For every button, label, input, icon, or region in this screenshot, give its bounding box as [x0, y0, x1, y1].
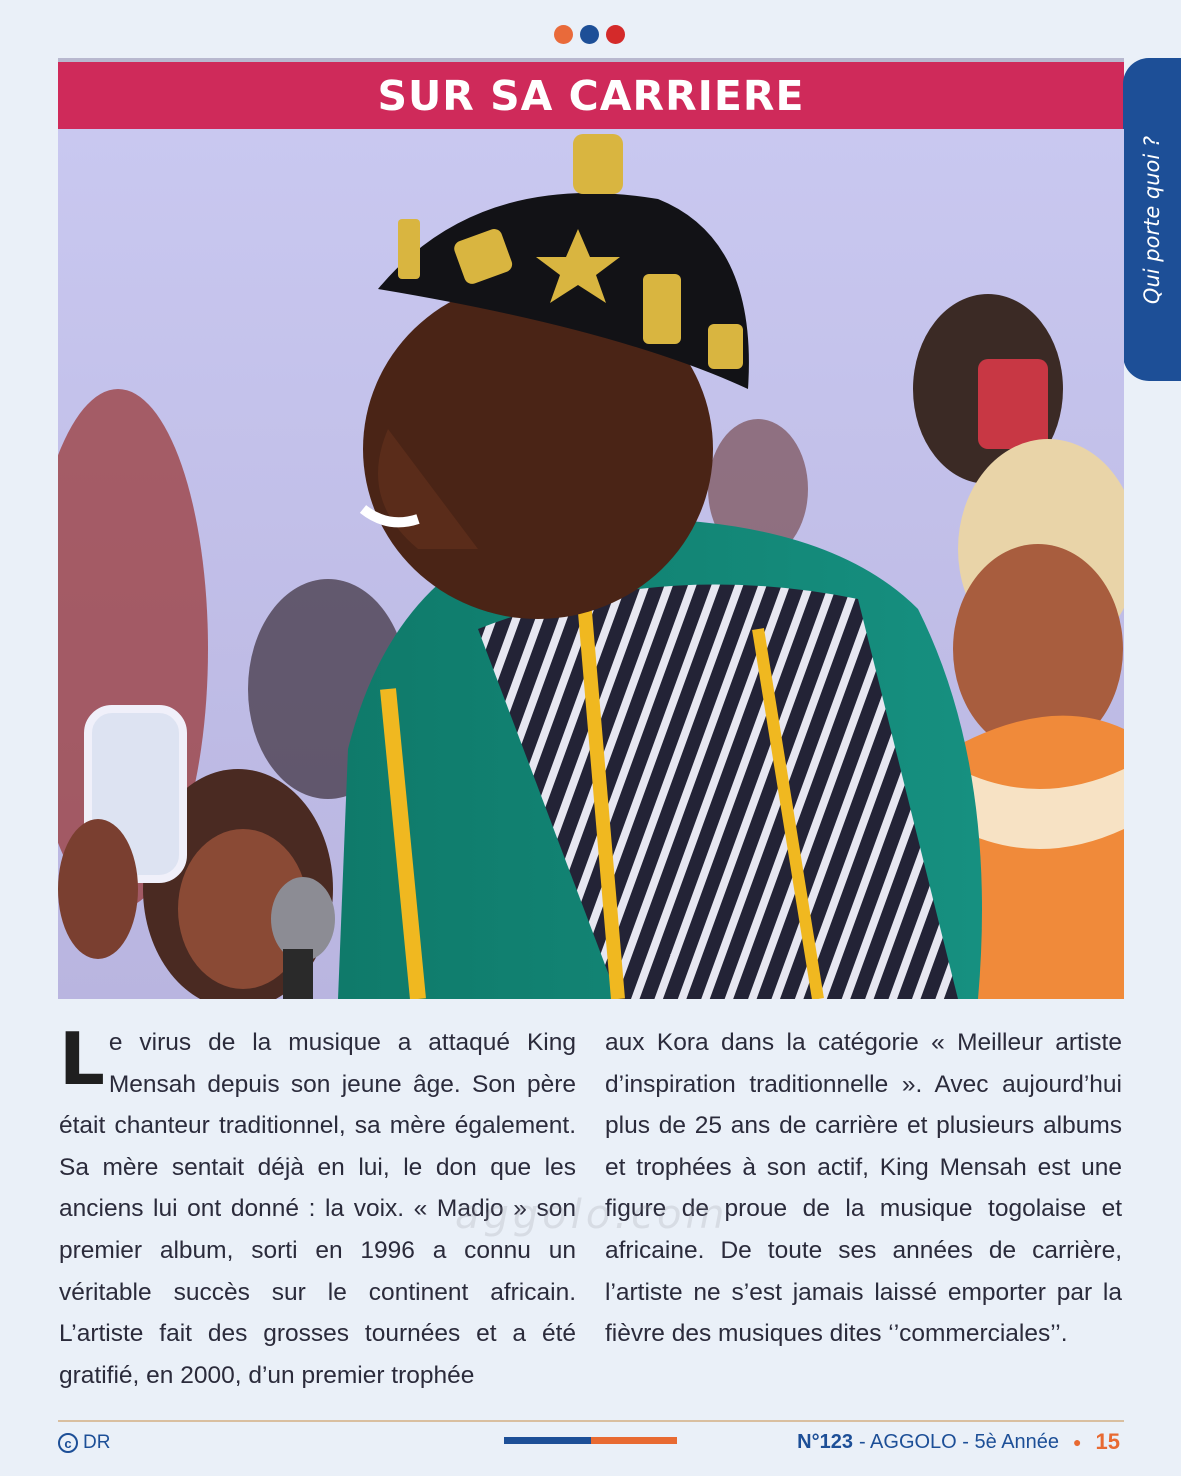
dot-orange — [554, 25, 573, 44]
footer-bar-blue — [504, 1437, 591, 1444]
dot-red — [606, 25, 625, 44]
dot-blue — [580, 25, 599, 44]
header-dots — [554, 25, 625, 44]
section-title: SUR SA CARRIERE — [377, 71, 805, 120]
side-tab-label: Qui porte quoi ? — [1140, 135, 1164, 304]
dropcap: L — [59, 1017, 105, 1101]
side-tab[interactable] — [1123, 58, 1181, 381]
photo-credit-label: DR — [83, 1432, 111, 1453]
publication-name: - AGGOLO - 5è Année — [858, 1430, 1060, 1453]
section-title-bar — [58, 58, 1124, 129]
footer-divider — [58, 1420, 1124, 1422]
watermark: aggolo.com — [455, 1192, 729, 1238]
footer-publication — [797, 1429, 1120, 1455]
copyright-icon: c — [58, 1433, 78, 1453]
page-number: 15 — [1095, 1429, 1120, 1454]
footer-bar-orange — [591, 1437, 677, 1444]
photo-icon — [58, 129, 1124, 999]
article-column-right — [605, 1022, 1122, 1355]
issue-number: N°123 — [797, 1430, 853, 1453]
footer-color-bar — [504, 1437, 677, 1444]
bullet-icon: ● — [1073, 1434, 1082, 1450]
article-photo — [58, 129, 1124, 999]
article-text-right: aux Kora dans la catégorie « Meilleur artiste d’inspiration traditionnelle ». Avec aujourd’hui plus de 25 ans de carrière et plusieurs albums et trophées à son actif, King Mensah est une figure de proue de la musique togolaise et africaine. De toute ses années de carrière, l’artiste ne s’est jamais laissé emporter par la fièvre des musiques dites ‘’commerciales’’. — [605, 1029, 1122, 1348]
article-text-left: e virus de la musique a attaqué King Mensah depuis son jeune âge. Son père était chanteur traditionnel, sa mère également. Sa mère sentait déjà en lui, le don que les anciens lui ont donné : la voix. « Madjo » son premier album, sorti en 1996 a connu un véritable succès sur le continent africain. L’artiste fait des grosses tournées et a été gratifié, en 2000, d’un premier trophée — [59, 1029, 576, 1389]
photo-credit — [58, 1432, 110, 1454]
